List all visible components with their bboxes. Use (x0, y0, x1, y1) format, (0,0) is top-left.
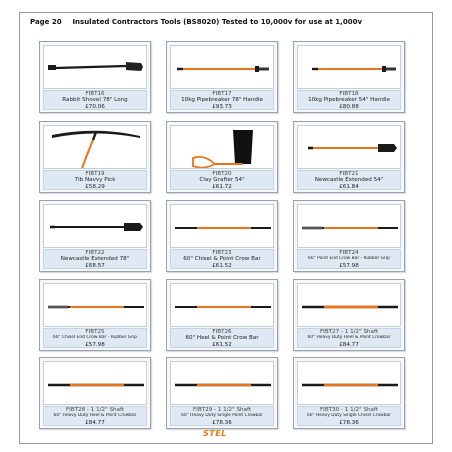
product-name: Newcastle Extended 78" (60, 256, 130, 263)
tool-illustration (171, 205, 274, 248)
product-caption (297, 249, 401, 269)
grafter-drawing (193, 130, 253, 168)
product-image (170, 45, 274, 89)
product-price: £61.52 (212, 262, 232, 269)
newcastle-short-drawing (308, 144, 397, 152)
product-caption (170, 328, 274, 348)
product-caption (43, 249, 147, 269)
pipebreaker-short-drawing (312, 66, 396, 72)
tool-illustration (171, 126, 274, 169)
product-card[interactable] (39, 279, 151, 351)
product-caption (297, 406, 401, 426)
product-image (297, 283, 401, 327)
product-card[interactable] (293, 357, 405, 429)
product-price: £70.06 (85, 103, 105, 110)
product-name: 60" Heavy Duty Heel & Point Crowbar (53, 413, 137, 419)
product-name: 10kg Pipebreaker 54" Handle (308, 97, 390, 104)
product-caption (170, 249, 274, 269)
product-card[interactable] (39, 357, 151, 429)
product-caption (170, 170, 274, 190)
shovel-drawing (48, 62, 143, 71)
pipebreaker-long-drawing (177, 66, 269, 72)
product-price: £57.98 (85, 341, 105, 348)
stel-logo: STEL (203, 429, 227, 438)
product-caption (297, 328, 401, 348)
product-caption (43, 90, 147, 110)
product-caption (170, 90, 274, 110)
tool-illustration (44, 205, 147, 248)
product-card[interactable] (166, 279, 278, 351)
product-card[interactable] (166, 357, 278, 429)
product-caption (43, 406, 147, 426)
product-name: 60" Heavy Duty Single Chisel Crowbar (306, 413, 392, 419)
product-name: 10kg Pipebreaker 78" Handle (181, 97, 263, 104)
product-code: FIBT29 - 1 1/2" Shaft (192, 407, 252, 413)
product-card[interactable] (39, 200, 151, 272)
product-price: £61.72 (212, 183, 232, 190)
product-card[interactable] (39, 121, 151, 193)
product-price: £93.73 (212, 103, 232, 110)
product-caption (170, 406, 274, 426)
product-name: 60" Heel & Point Crow Bar (185, 335, 259, 342)
product-caption (43, 170, 147, 190)
product-image (170, 283, 274, 327)
tool-illustration (44, 126, 147, 169)
product-code: FIBT22 (85, 250, 105, 256)
product-code: FIBT24 (339, 250, 359, 256)
product-caption (297, 90, 401, 110)
product-image (43, 283, 147, 327)
product-card[interactable] (166, 200, 278, 272)
product-image (297, 125, 401, 169)
product-code: FIBT21 (339, 171, 359, 177)
product-code: FIBT16 (85, 91, 105, 97)
product-code: FIBT18 (339, 91, 359, 97)
product-image (43, 125, 147, 169)
page-header (30, 18, 430, 30)
tool-illustration (298, 126, 401, 169)
product-name: 60" Chisel & Point Crow Bar (183, 256, 261, 263)
product-name: 60" Chisel End Crow Bar - Rubber Grip (52, 335, 138, 341)
product-card[interactable] (293, 121, 405, 193)
product-price: £84.77 (339, 341, 359, 348)
product-code: FIBT27 - 1 1/2" Shaft (319, 329, 379, 335)
product-image (297, 361, 401, 405)
product-code: FIBT23 (212, 250, 232, 256)
product-image (297, 45, 401, 89)
product-card[interactable] (166, 121, 278, 193)
product-name: Rabbit Shovel 78" Long (62, 97, 128, 104)
product-image (43, 361, 147, 405)
newcastle-long-drawing (50, 223, 143, 231)
product-image (170, 125, 274, 169)
product-caption (43, 328, 147, 348)
product-price: £61.52 (212, 341, 232, 348)
product-name: 60" Heavy Duty Heel & Point Crowbar (307, 335, 391, 341)
product-name: Clay Grafter 54" (199, 177, 245, 184)
catalogue-page (19, 12, 433, 444)
product-image (170, 361, 274, 405)
page-number: Page 20 (30, 18, 62, 26)
tool-illustration (298, 46, 401, 89)
product-price: £84.77 (85, 419, 105, 426)
tool-illustration (44, 284, 147, 327)
product-image (297, 204, 401, 248)
product-image (170, 204, 274, 248)
product-code: FIBT25 (85, 329, 105, 335)
tool-illustration (298, 284, 401, 327)
product-price: £57.98 (339, 262, 359, 269)
tool-illustration (44, 46, 147, 89)
product-name: 7lb Navvy Pick (74, 177, 116, 184)
product-price: £68.57 (85, 262, 105, 269)
product-code: FIBT17 (212, 91, 232, 97)
product-card[interactable] (293, 200, 405, 272)
product-name: 60" Heavy Duty Single Point Crowbar (181, 413, 263, 419)
product-card[interactable] (166, 41, 278, 113)
tool-illustration (298, 205, 401, 248)
product-code: FIBT26 (212, 329, 232, 335)
product-card[interactable] (293, 41, 405, 113)
product-price: £61.84 (339, 183, 359, 190)
product-price: £58.29 (85, 183, 105, 190)
product-code: FIBT30 - 1 1/2" Shaft (319, 407, 379, 413)
product-price: £78.36 (339, 419, 359, 426)
product-caption (297, 170, 401, 190)
page-title: Insulated Contractors Tools (BS8020) Tested to 10,000v for use at 1,000v (72, 18, 363, 26)
product-code: FIBT20 (212, 171, 232, 177)
tool-illustration (298, 362, 401, 405)
product-price: £78.36 (212, 419, 232, 426)
product-image (43, 45, 147, 89)
tool-illustration (44, 362, 147, 405)
tool-illustration (171, 362, 274, 405)
product-code: FIBT28 - 1 1/2" Shaft (65, 407, 125, 413)
tool-illustration (171, 46, 274, 89)
product-card[interactable] (293, 279, 405, 351)
product-image (43, 204, 147, 248)
product-name: Newcastle Extended 54" (314, 177, 384, 184)
product-price: £80.88 (339, 103, 359, 110)
product-code: FIBT19 (85, 171, 105, 177)
product-name: 60" Point End Crow Bar - Rubber Grip (308, 256, 390, 262)
pick-drawing (52, 131, 140, 168)
tool-illustration (171, 284, 274, 327)
product-card[interactable] (39, 41, 151, 113)
